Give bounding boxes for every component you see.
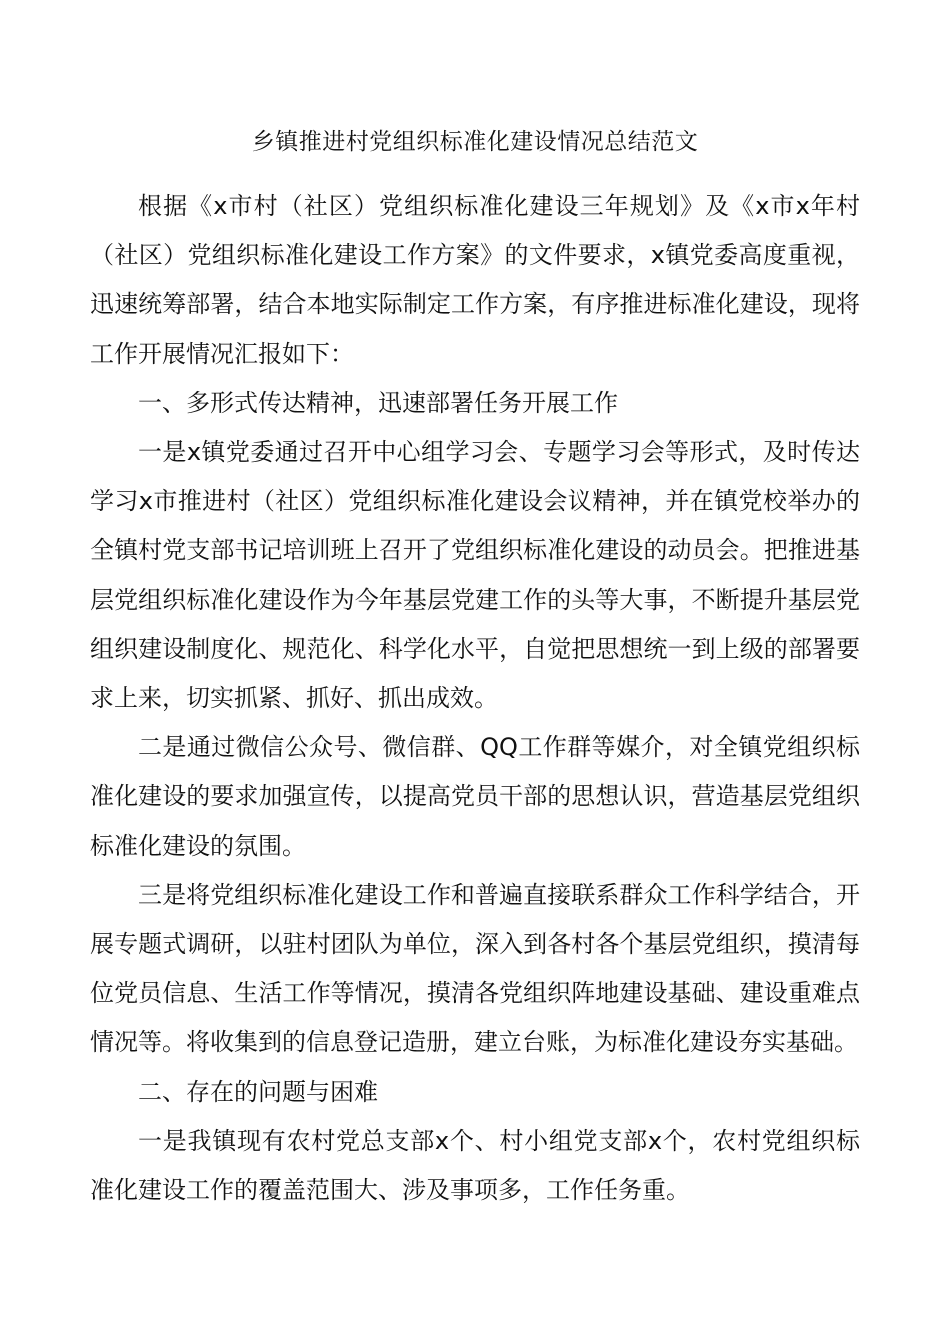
- paragraph-item-4: 一是我镇现有农村党总支部x个、村小组党支部x个，农村党组织标准化建设工作的覆盖范围大、涉及事项多，工作任务重。: [90, 1126, 860, 1205]
- paragraph-item-3: 三是将党组织标准化建设工作和普遍直接联系群众工作科学结合，开展专题式调研，以驻村团队为单位，深入到各村各个基层党组织，摸清每位党员信息、生活工作等情况，摸清各党组织阵地建设基础、建设重难点情况等。将收集到的信息登记造册，建立台账，为标准化建设夯实基础。: [90, 880, 860, 1057]
- section-heading-1: 一、多形式传达精神，迅速部署任务开展工作: [138, 388, 618, 417]
- paragraph-item-2: 二是通过微信公众号、微信群、QQ工作群等媒介，对全镇党组织标准化建设的要求加强宣传，以提高党员干部的思想认识，营造基层党组织标准化建设的氛围。: [90, 733, 860, 860]
- paragraph-item-1: 一是x镇党委通过召开中心组学习会、专题学习会等形式，及时传达学习x市推进村（社区）党组织标准化建设会议精神，并在镇党校举办的全镇村党支部书记培训班上召开了党组织标准化建设的动员会。把推进基层党组织标准化建设作为今年基层党建工作的头等大事，不断提升基层党组织建设制度化、规范化、科学化水平，自觉把思想统一到上级的部署要求上来，切实抓紧、抓好、抓出成效。: [90, 438, 860, 713]
- intro-paragraph: 根据《x市村（社区）党组织标准化建设三年规划》及《x市x年村（社区）党组织标准化建设工作方案》的文件要求，x镇党委高度重视，迅速统筹部署，结合本地实际制定工作方案，有序推进标准化建设，现将工作开展情况汇报如下：: [90, 192, 860, 368]
- document-title: 乡镇推进村党组织标准化建设情况总结范文: [251, 129, 699, 155]
- document-body: [90, 182, 860, 1215]
- section-heading-2: 二、存在的问题与困难: [138, 1077, 378, 1106]
